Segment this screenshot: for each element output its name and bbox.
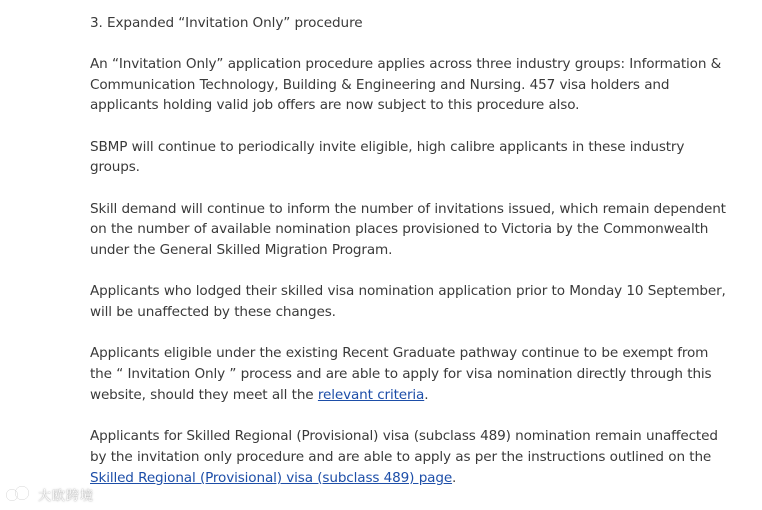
watermark: [6, 484, 94, 504]
paragraph-subclass-489: [90, 426, 730, 488]
paragraph-unaffected-applicants: Applicants who lodged their skilled visa nomination application prior to Monday 10 September, will be unaffected by these changes.: [90, 283, 726, 321]
paragraph-invitation-procedure: An “Invitation Only” application procedure applies across three industry groups: Information & Communication Technology, Building & Engineering and Nursing. 457 visa holders and applicants holding valid job offers are now subject to this procedure also.: [90, 55, 722, 114]
bubble-logo-icon: [6, 485, 34, 503]
paragraph-skill-demand: Skill demand will continue to inform the number of invitations issued, which remain dependent on the number of available nomination places provisioned to Victoria by the Commonwealth under the General Skilled Migration Program.: [90, 200, 726, 259]
watermark-text: 大欧跨境: [38, 488, 95, 504]
document-body: [90, 13, 730, 509]
paragraph-text: Applicants eligible under the existing Recent Graduate pathway continue to be exempt from the “ Invitation Only ” process and are able to apply for visa nomination directly through this website, should they meet all the: [90, 345, 712, 403]
paragraph-recent-graduate: [90, 343, 730, 405]
paragraph-text-end: .: [452, 469, 457, 486]
relevant-criteria-link[interactable]: relevant criteria: [317, 386, 425, 403]
subclass-489-page-link[interactable]: Skilled Regional (Provisional) visa (subclass 489) page: [90, 469, 453, 486]
paragraph-text-end: .: [424, 386, 429, 403]
section-heading: 3. Expanded “Invitation Only” procedure: [90, 15, 363, 31]
paragraph-text: Applicants for Skilled Regional (Provisional) visa (subclass 489) nomination remain unaffected by the invitation only procedure and are able to apply as per the instructions outlined on the: [90, 428, 718, 465]
paragraph-sbmp-invite: SBMP will continue to periodically invite eligible, high calibre applicants in these industry groups.: [90, 138, 685, 176]
